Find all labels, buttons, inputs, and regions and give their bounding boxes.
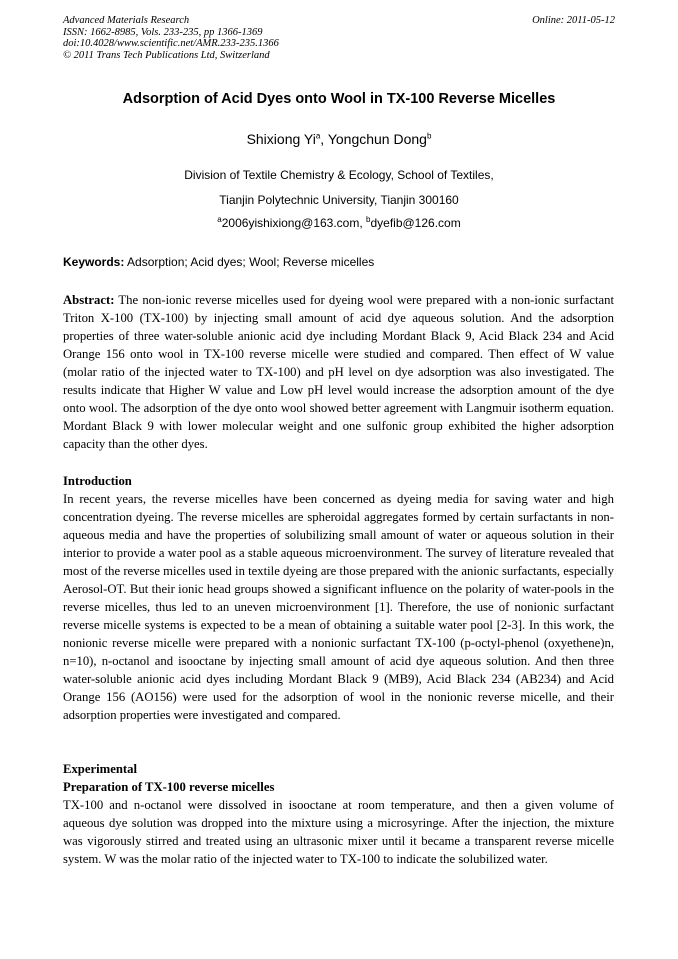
affiliation-line: Division of Textile Chemistry & Ecology, School of Textiles, (184, 168, 494, 182)
author-separator: , (320, 131, 328, 147)
introduction-text: In recent years, the reverse micelles have been concerned as dyeing media for saving water and high concentration dyeing. The reverse micelles are spheroidal aggregates formed by certain surfactants in non-aqueous media and have the properties of solubilizing small amount of water or aqueous solution in their interior to provide a water pool as a stable aqueous microenvironment. The survey of literature revealed that most of the reverse micelles used in textile dyeing are those prepared with the anionic surfactants, especially Aerosol-OT. But their ionic head groups showed a significant influence on the polarity of water-pools in the reverse micelles, thus led to an uneven microenvironment [1]. Therefore, the use of nonionic surfactant reverse micelle systems is expected to be a mean of obtaining a suitable water pool [2-3]. In this work, the nonionic reverse micelle were prepared with a nonionic surfactant TX-100 (p-octyl-phenol (oxyethene)n, n=10), n-octanol and isooctane by injecting small amount of acid dye aqueous solution. And then three water-soluble anionic acid dyes including Mordant Black 9 (MB9), Acid Black 234 (AB234) and Acid Orange 156 (AO156) were used for the adsorption of wool in the nonionic reverse micelle, and their adsorption properties were investigated and compared. (63, 492, 614, 722)
journal-header (63, 15, 615, 61)
affiliation-line: Tianjin Polytechnic University, Tianjin 300160 (219, 193, 459, 207)
email: dyefib@126.com (370, 216, 461, 230)
email-superscript: b (366, 215, 371, 224)
authors (0, 131, 678, 147)
copyright-line: © 2011 Trans Tech Publications Ltd, Switzerland (63, 49, 270, 61)
doi-line: doi:10.4028/www.scientific.net/AMR.233-235.1366 (63, 38, 279, 49)
abstract-label: Abstract: (63, 293, 115, 307)
keywords (63, 255, 615, 269)
keywords-text: Adsorption; Acid dyes; Wool; Reverse micelles (124, 255, 375, 269)
online-date: Online: 2011-05-12 (532, 15, 615, 26)
section-heading: Introduction (63, 474, 132, 488)
abstract (63, 291, 614, 453)
email: 2006yishixiong@163.com, (221, 216, 367, 230)
keywords-label: Keywords: (63, 255, 125, 269)
section-heading: Experimental (63, 762, 138, 776)
experimental-text: TX-100 and n-octanol were dissolved in isooctane at room temperature, and then a given volume of aqueous dye solution was dropped into the mixture using a microsyringe. After the injection, the mixture was vigorously stirred and treated using an ultrasonic mixer until it became a transparent reverse micelle system. W was the molar ratio of the injected water to TX-100 to indicate the solubilized water. (63, 798, 614, 866)
email-superscript: a (217, 215, 222, 224)
email-line (0, 216, 678, 230)
issn-line: ISSN: 1662-8985, Vols. 233-235, pp 1366-1369 (63, 26, 263, 38)
author-superscript: a (315, 131, 321, 141)
paper-title: Adsorption of Acid Dyes onto Wool in TX-100 Reverse Micelles (122, 91, 556, 107)
author-name: Yongchun Dong (327, 131, 427, 147)
author-name: Shixiong Yi (246, 131, 316, 147)
journal-name: Advanced Materials Research (63, 15, 190, 26)
abstract-text: The non-ionic reverse micelles used for dyeing wool were prepared with a non-ionic surfactant Triton X-100 (TX-100) by injecting small amount of acid dye aqueous solution. And the adsorption properties of three water-soluble anionic acid dye including Mordant Black 9, Acid Black 234 and Acid Orange 156 onto wool in TX-100 reverse micelle were studied and compared. Then effect of W value (molar ratio of the injected water to TX-100) and pH level on dye adsorption was also investigated. The results indicate that Higher W value and Low pH level would increase the adsorption amount of the dye onto wool. The adsorption of the dye onto wool showed better agreement with Langmuir isotherm equation. Mordant Black 9 with lower molecular weight and one sulfonic group exhibited the higher adsorption capacity than the other dyes. (63, 293, 614, 451)
subsection-heading: Preparation of TX-100 reverse micelles (63, 780, 275, 794)
author-superscript: b (426, 131, 432, 141)
